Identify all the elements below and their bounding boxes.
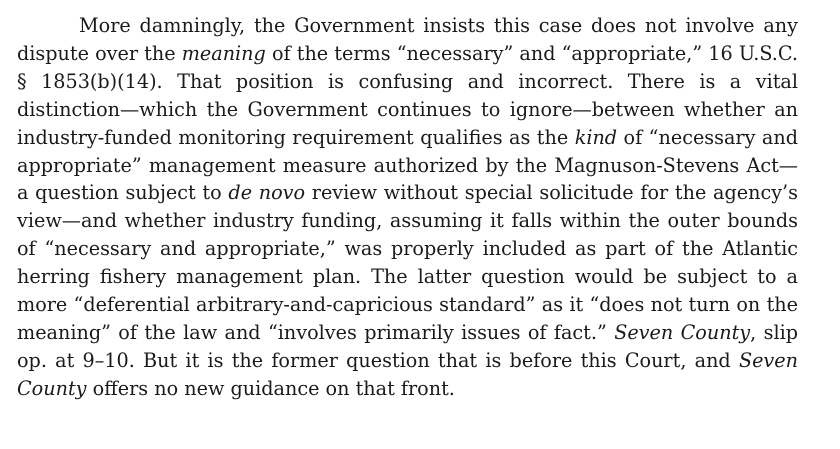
italic-run-meaning: meaning <box>181 41 266 65</box>
document-page <box>17 12 798 403</box>
text-run: review without special solicitude for the agency’s view—and whether industry funding, assuming it falls within the outer bounds of “necessary and appropriate,” was properly included as part of the Atlantic herring fishery management plan. The latter question would be subject to a more “deferential arbitrary-and-capricious standard” as it “does not turn on the meaning” of the law and “involves primarily issues of fact.” <box>17 181 798 344</box>
text-run: , slip op. at 9–10. But it is the former question that is before this Court, and <box>17 320 799 372</box>
text-run: of the terms “necessary” and “appropriate,” 16 U.S.C. § 1853(b)(14). That position is confusing and incorrect. There is a vital distinction—which the Government continues to ignore—between whether an industry-funded monitoring requirement qualifies as the <box>17 41 798 149</box>
case-citation-seven-county: Seven County <box>17 348 798 400</box>
italic-run-kind: kind <box>574 125 618 149</box>
text-run: offers no new guidance on that front. <box>86 376 455 400</box>
text-run: of “necessary and appropriate” management measure authorized by the Magnuson-Stevens Act—a question subject to <box>17 125 798 205</box>
italic-run-de-novo: de novo <box>228 181 306 205</box>
text-run: More damningly, the Government insists this case does not involve any dispute over the <box>17 14 798 65</box>
case-citation-seven-county: Seven County <box>614 320 751 344</box>
body-paragraph <box>17 12 798 403</box>
